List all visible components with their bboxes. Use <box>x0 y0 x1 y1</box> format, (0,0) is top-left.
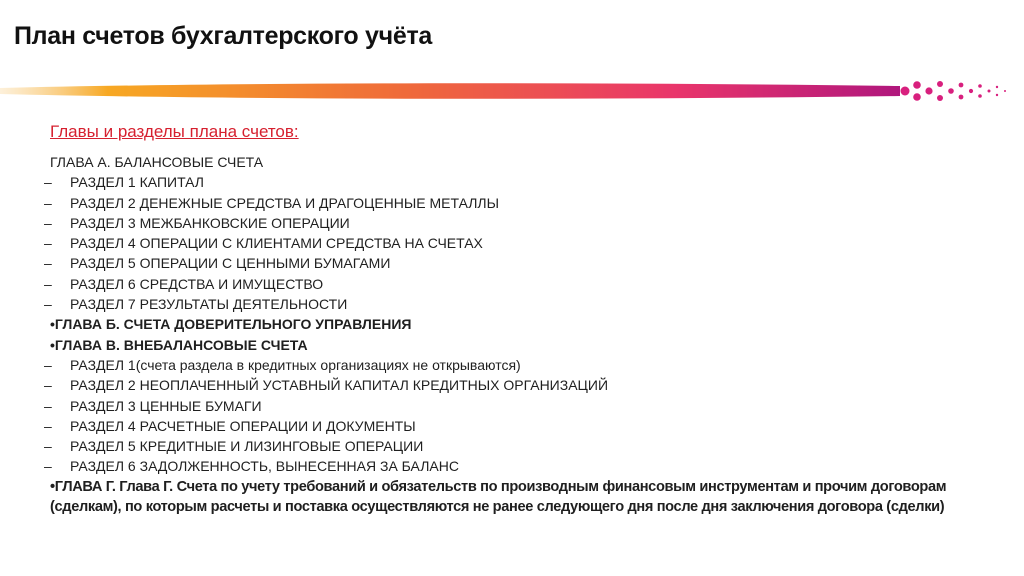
section-item <box>44 396 1004 416</box>
dash-marker: – <box>44 356 52 373</box>
content-list <box>44 152 1004 517</box>
dash-marker: – <box>44 296 52 313</box>
dash-marker: – <box>44 255 52 272</box>
dash-marker: – <box>44 174 52 191</box>
section-label: РАЗДЕЛ 4 ОПЕРАЦИИ С КЛИЕНТАМИ СРЕДСТВА НА СЧЕТАХ <box>70 235 483 252</box>
section-label: РАЗДЕЛ 4 РАСЧЕТНЫЕ ОПЕРАЦИИ И ДОКУМЕНТЫ <box>70 417 416 434</box>
section-item <box>44 294 1004 314</box>
section-label: РАЗДЕЛ 1(счета раздела в кредитных организациях не открываются) <box>70 356 521 373</box>
dash-marker: – <box>44 235 52 252</box>
section-label: РАЗДЕЛ 1 КАПИТАЛ <box>70 174 204 191</box>
dash-marker: – <box>44 377 52 394</box>
section-item <box>44 456 1004 476</box>
chapter-g-text: Глава Г. Счета по учету требований и обязательств по производным финансовым инструментам и прочим договорам (сделкам), по которым расчеты и поставка осуществляются не ранее следующего дня после дня заключения договора (сделки) <box>50 478 947 515</box>
section-item <box>44 436 1004 456</box>
section-label: РАЗДЕЛ 2 НЕОПЛАЧЕННЫЙ УСТАВНЫЙ КАПИТАЛ КРЕДИТНЫХ ОРГАНИЗАЦИЙ <box>70 377 609 394</box>
section-item <box>44 375 1004 395</box>
chapter-label: ГЛАВА Б. СЧЕТА ДОВЕРИТЕЛЬНОГО УПРАВЛЕНИЯ <box>54 316 412 333</box>
chapter-v-heading <box>44 335 1004 355</box>
dash-marker: – <box>44 214 52 231</box>
chapter-a-heading: ГЛАВА А. БАЛАНСОВЫЕ СЧЕТА <box>50 154 264 170</box>
dash-marker: – <box>44 438 52 455</box>
section-item <box>44 213 1004 233</box>
section-item <box>44 253 1004 273</box>
section-label: РАЗДЕЛ 5 КРЕДИТНЫЕ И ЛИЗИНГОВЫЕ ОПЕРАЦИИ <box>70 438 424 455</box>
subtitle: Главы и разделы плана счетов: <box>50 122 299 141</box>
dash-marker: – <box>44 194 52 211</box>
dash-marker: – <box>44 397 52 414</box>
section-label: РАЗДЕЛ 7 РЕЗУЛЬТАТЫ ДЕЯТЕЛЬНОСТИ <box>70 296 348 313</box>
dash-marker: – <box>44 417 52 434</box>
dash-marker: – <box>44 275 52 292</box>
bullet-marker: • <box>50 336 55 353</box>
section-item <box>44 193 1004 213</box>
section-item <box>44 233 1004 253</box>
dash-marker: – <box>44 458 52 475</box>
section-item <box>44 274 1004 294</box>
decorative-gradient-band <box>0 76 1024 106</box>
chapter-b-heading <box>44 314 1004 334</box>
section-label: РАЗДЕЛ 2 ДЕНЕЖНЫЕ СРЕДСТВА И ДРАГОЦЕННЫЕ МЕТАЛЛЫ <box>70 194 499 211</box>
section-label: РАЗДЕЛ 6 СРЕДСТВА И ИМУЩЕСТВО <box>70 275 324 292</box>
bullet-marker: • <box>50 478 55 495</box>
section-label: РАЗДЕЛ 3 МЕЖБАНКОВСКИЕ ОПЕРАЦИИ <box>70 214 350 231</box>
section-label: РАЗДЕЛ 6 ЗАДОЛЖЕННОСТЬ, ВЫНЕСЕННАЯ ЗА БАЛАНС <box>70 458 459 475</box>
bullet-marker: • <box>50 316 55 333</box>
section-item <box>44 416 1004 436</box>
slide-title: План счетов бухгалтерского учёта <box>14 22 433 50</box>
section-item <box>44 355 1004 375</box>
chapter-label: ГЛАВА В. ВНЕБАЛАНСОВЫЕ СЧЕТА <box>54 336 308 353</box>
section-label: РАЗДЕЛ 5 ОПЕРАЦИИ С ЦЕННЫМИ БУМАГАМИ <box>70 255 391 272</box>
section-label: РАЗДЕЛ 3 ЦЕННЫЕ БУМАГИ <box>70 397 262 414</box>
chapter-g-lead: ГЛАВА Г. <box>54 478 116 495</box>
section-item <box>44 172 1004 192</box>
chapter-g-paragraph <box>44 477 1004 517</box>
